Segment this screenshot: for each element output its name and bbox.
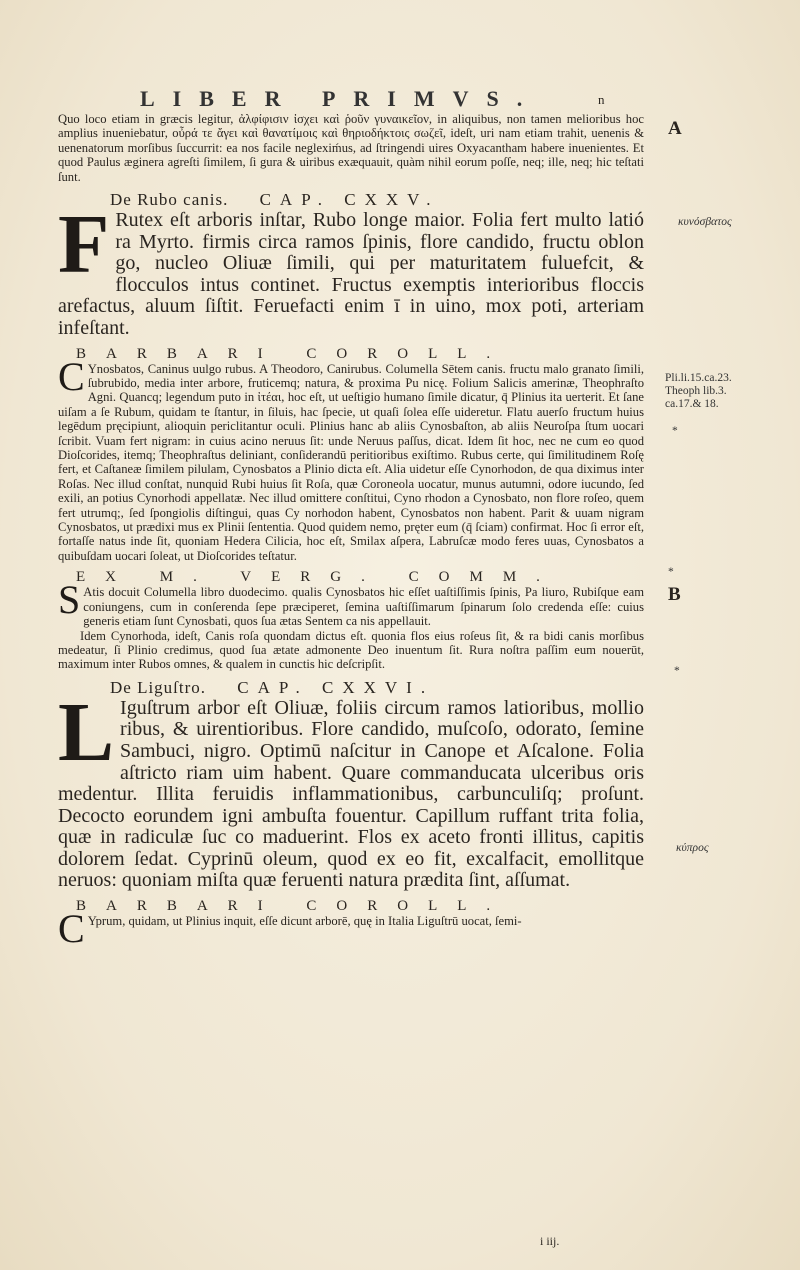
section-title: BARBARI COROLL. [76, 345, 511, 362]
section-title: EX M. VERG. COMM. [76, 569, 560, 586]
chapter-text: Rutex eſt arboris inſtar, Rubo longe maior. Folia fert multo latió ra Myrto. firmis circa ramos ſpinis, flore candido, fructu oblon go, nucleo Oliuæ ſimili, qui per maturitatem fuluefcit, & flocculos intus continet. Fructus exemptis interioribus floccis arefactus, aluum ſiſtit. Feruefacti enim ī in uino, mox poti, arteriam infeſtant. [58, 209, 644, 339]
drop-cap: F [58, 198, 110, 292]
section-heading-verg [58, 569, 644, 585]
margin-letter-b: B [668, 584, 681, 605]
commentary-text-2: Idem Cynorhoda, ideſt, Canis roſa quondam dictus eſt. quonia flos eius roſeus ſit, & ra bidi canis morſibus medeatur, ſi Plinio credimus, quod ſua ætate admonente Deo inuentum ſit. Rura noſtra paſſim eum nouerūt, maximum inter Rubos omnes, & qualem in cunctis hic deſcripſit. [58, 628, 644, 672]
chapter-heading-ligustro [58, 678, 644, 698]
text-column [58, 112, 644, 952]
corner-mark: n [598, 92, 605, 107]
chapter-number: CAP. CXXVI. [237, 677, 435, 697]
drop-cap: S [58, 577, 81, 623]
intro-paragraph: Quo loco etiam in græcis legitur, ἀλφίφισιν ἰσχει καὶ ῥοῦν γυναικεῖον, in aliquibus, non tamen melioribus hoc amplius inueniebatur, οὖρά τε ἄγει καὶ θανατίμοις καὶ θηριοδήκτοις σωζεῖ, ideſt, uri nam etiam trahit, uenenis & uenenatorum morſibus ſuccurrit: ea nos facile neglexiḿus, ad ſtringendi uires Oxyacantham habere inuenientes. Et quod Paulus æginera agreſti ſimilem, ſi gura & uiribus exæquauit, quàm nihil eorum poſſe, neq; ille, neq; hic teſtati ſunt. [58, 112, 644, 184]
section-heading-barbari [58, 346, 644, 362]
margin-greek-note: κυνόσβατος [678, 216, 732, 228]
margin-references: Pli.li.15.ca.23. Theoph lib.3. ca.17.& 18. [665, 372, 732, 410]
margin-letter-a: A [668, 118, 682, 139]
section-heading-barbari-2 [58, 898, 644, 914]
chapter-title: De Rubo canis. [110, 190, 229, 210]
section-title: BARBARI COROLL. [76, 898, 511, 915]
chapter-number: CAP. CXXV. [259, 190, 440, 210]
margin-asterisk-1: * [672, 425, 678, 437]
drop-cap: C [58, 906, 85, 952]
margin-asterisk-2: * [668, 566, 674, 578]
commentary-text: Ynosbatos, Caninus uulgo rubus. A Theodoro, Canirubus. Columella Sētem canis. fructu malo granato ſimili, ſubrubido, media inter arbore, fruticemq; natura, & proxima Pu nicę. Folium Salicis amerinæ, Theophraſto Agni. Quancq; legendum puto in ἰτέαι, hoc eſt, ut ueſtigio humano ſimile dicatur, q̄ Plinius ita uerterit. Et ſane uiſam a ſe Rubum, quidam te ſtantur, in ſiluis, hac ſpecie, ut quaſi ſolea eſſe uideretur. Flatu auerſo fructum huius legēdum pręcipiunt, alioquin periclitantur oculi. Plinius hanc ab aliis Cynosbaſton, ab aliis Neuroſpa ſtum uocari ſcribit. Vuam fert nigram: in cuius acino neruus ſit: unde Neruus paſſus, dicat. Idem ſit hoc, nec ne cum eo quod Dioſcorides, itemq; Theophraſtus deliniant, conſiderandū peritioribus exiſtimo. Rubus certe, qui ſimilitudinem Roſę fert, et Caſtaneæ ſimilem pilulam, Cynosbatos a Plinio dicta eſt. Alia uidetur eſſe Cynorhodon, de qua diximus inter Roſas. Nec illud conſtat, nunquid Rubi huius ſit Roſa, quæ Coroneola uocatur, munus autumni, odore iucundo, ſed exili, an potius Cynorhodi appellatæ. Nec illud omittere conſtitui, Cyno rhodon a Cynosbato, non flore roſeo, quem fert utrumq;, ſed ſpongiolis diſtingui, quas Cy norhodon habent, Cynosbatos non habent. Parit & uuam nigram Cynosbatos, ut prædixi mus ex Plinii ſententia. Quod quidem nemo, pręter eum (q̄ ſciam) confirmat. Hoc ſi error eſt, fortaſſe natus inde ſit, quoniam Hedera Cilicia, hoc eſt, Smilax aſpera, Labruſcæ modo feres uuas, Cynosbatos a quibuſdam uocari ſoleat, ut Dioſcorides teſtatur. [58, 361, 644, 563]
commentary-text: Yprum, quidam, ut Plinius inquit, eſſe dicunt arborē, quę in Italia Liguſtrū uocat, ſemi- [87, 914, 522, 929]
commentary-text: Atis docuit Columella libro duodecimo. qualis Cynosbatos hic eſſet uaſtiſſimis ſpinis, Pa liuro, Rubiſque eam coniungens, cum in conſerenda ſepe præciperet, ſemina uaſtiſſimarum ſpinarum ſolo credenda eſſe: cuius generis etiam ſunt Cynosbati, quos ſua ætas Sentem ca nis appellauit. [83, 585, 644, 629]
chapter-text: Iguſtrum arbor eſt Oliuæ, foliis circum ramos latioribus, mollio ribus, & uirentioribus. Flore candido, muſcoſo, odorato, ſemine Sambuci, nigro. Optimū naſcitur in Canope et Aſcalone. Folia aſtricto riam uim habent. Quare commanducata ulceribus oris medentur. Illita feruidis inflammationibus, carbunculiſq; proſunt. Decocto eorundem igni ambuſta fouentur. Capillum ruffant trita folia, quæ in radiculæ ſuc co maduerint. Flos ex aceto fronti illitus, capitis dolorem ſedat. Cyprinū oleum, quod ex eo fit, excalfacit, emollitque neruos: quoniam miſta quæ feruenti natura prædita ſint, aſſumat. [58, 696, 644, 892]
drop-cap: C [58, 353, 85, 399]
drop-cap: L [58, 685, 115, 779]
chapter-heading-rubo [58, 190, 644, 210]
margin-greek-note-2: κύπρος [676, 842, 709, 854]
chapter-title: De Liguſtro. [110, 677, 207, 697]
page-signature: i iij. [540, 1234, 560, 1248]
margin-asterisk-3: * [674, 665, 680, 677]
running-head: LIBER PRIMVS. [140, 86, 541, 111]
